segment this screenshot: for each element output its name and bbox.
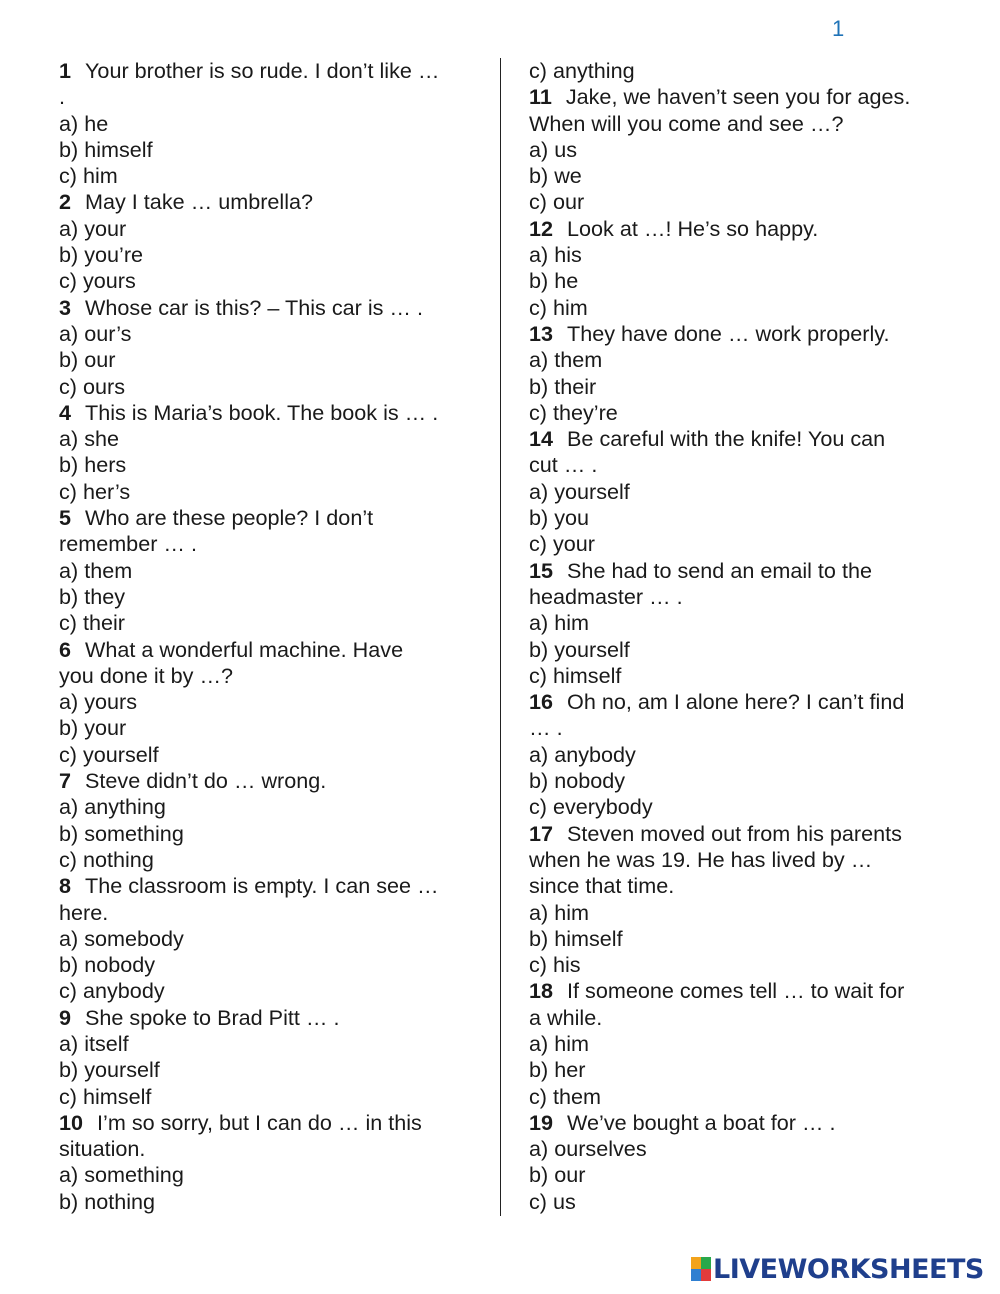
- question-line: [529, 321, 949, 347]
- answer-option: a) anybody: [529, 741, 636, 767]
- answer-option: a) him: [529, 1030, 589, 1056]
- question-number: 15: [529, 557, 554, 583]
- question-number: 17: [529, 820, 554, 846]
- question-text: I’m so sorry, but I can do … in this: [97, 1109, 422, 1135]
- answer-option: c) anything: [529, 58, 635, 83]
- question-number: 14: [529, 426, 554, 452]
- answer-option: a) your: [59, 215, 127, 241]
- answer-option: c) his: [529, 952, 581, 978]
- answer-option: b) himself: [59, 136, 153, 162]
- question-line: [529, 426, 949, 452]
- question-line: [529, 1110, 949, 1136]
- question-number: 5: [59, 505, 72, 531]
- answer-option: a) yourself: [529, 478, 630, 504]
- question-text: She spoke to Brad Pitt … .: [85, 1004, 340, 1030]
- answer-option: b) yourself: [529, 636, 630, 662]
- question-text: What a wonderful machine. Have: [85, 636, 404, 662]
- question-text: Who are these people? I don’t: [85, 505, 374, 531]
- question-line: [59, 505, 479, 531]
- question-number: 6: [59, 636, 72, 662]
- question-line: [529, 558, 949, 584]
- answer-option: a) them: [529, 347, 603, 373]
- question-continuation: When will you come and see …?: [529, 110, 844, 136]
- question-continuation: situation.: [59, 1136, 146, 1162]
- answer-option: b) we: [529, 163, 582, 189]
- answer-option: b) they: [59, 583, 126, 609]
- answer-option: c) himself: [529, 662, 622, 688]
- question-line: [59, 768, 479, 794]
- liveworksheets-logo[interactable]: [691, 1253, 984, 1285]
- question-line: [59, 400, 479, 426]
- answer-option: b) you’re: [59, 242, 144, 268]
- answer-option: c) him: [529, 294, 588, 320]
- question-number: 10: [59, 1109, 84, 1135]
- question-text: The classroom is empty. I can see …: [85, 873, 439, 899]
- answer-option: c) their: [59, 610, 125, 636]
- answer-option: b) yourself: [59, 1057, 160, 1083]
- answer-option: a) his: [529, 242, 582, 268]
- question-continuation: a while.: [529, 1004, 603, 1030]
- question-line: [59, 1005, 479, 1031]
- question-text: They have done … work properly.: [567, 320, 890, 346]
- answer-option: c) himself: [59, 1083, 152, 1109]
- question-number: 16: [529, 689, 554, 715]
- answer-option: a) she: [59, 426, 120, 452]
- question-line: [59, 873, 479, 899]
- question-text: Your brother is so rude. I don’t like …: [85, 58, 440, 83]
- question-text: Steve didn’t do … wrong.: [85, 768, 327, 794]
- answer-option: a) our’s: [59, 320, 132, 346]
- question-number: 11: [529, 84, 552, 110]
- answer-option: b) their: [529, 373, 597, 399]
- logo-text: LIVEWORKSHEETS: [713, 1253, 984, 1285]
- answer-option: a) him: [529, 610, 589, 636]
- answer-option: b) something: [59, 820, 184, 846]
- question-continuation: headmaster … .: [529, 583, 683, 609]
- question-text: Jake, we haven’t seen you for ages.: [565, 84, 911, 110]
- question-text: Be careful with the knife! You can: [567, 426, 886, 452]
- answer-option: a) he: [59, 110, 109, 136]
- question-text: May I take … umbrella?: [85, 189, 314, 215]
- question-number: 12: [529, 215, 554, 241]
- logo-square-icon: [691, 1257, 701, 1269]
- question-line: [529, 689, 949, 715]
- logo-square-icon: [691, 1269, 701, 1281]
- question-continuation: since that time.: [529, 873, 675, 899]
- question-line: [59, 1110, 479, 1136]
- question-line: [529, 216, 949, 242]
- question-number: 2: [59, 189, 72, 215]
- question-line: [529, 84, 949, 110]
- answer-option: c) anybody: [59, 978, 165, 1004]
- question-text: Look at …! He’s so happy.: [567, 215, 819, 241]
- question-number: 1: [59, 58, 72, 83]
- answer-option: b) himself: [529, 925, 623, 951]
- question-continuation: here.: [59, 899, 109, 925]
- page-number: 1: [832, 16, 845, 41]
- question-number: 4: [59, 399, 72, 425]
- logo-square-icon: [701, 1257, 711, 1269]
- question-text: This is Maria’s book. The book is … .: [85, 399, 439, 425]
- question-text: We’ve bought a boat for … .: [567, 1109, 836, 1135]
- answer-option: b) you: [529, 505, 590, 531]
- answer-option: c) our: [529, 189, 585, 215]
- answer-option: c) them: [529, 1083, 601, 1109]
- question-number: 19: [529, 1109, 554, 1135]
- left-column: [59, 58, 479, 1215]
- question-continuation: … .: [529, 715, 563, 741]
- answer-option: a) something: [59, 1162, 184, 1188]
- answer-option: c) us: [529, 1188, 576, 1214]
- question-text: Whose car is this? – This car is … .: [85, 294, 424, 320]
- answer-option: b) her: [529, 1057, 586, 1083]
- question-number: 9: [59, 1004, 72, 1030]
- answer-option: a) him: [529, 899, 589, 925]
- answer-option: c) ours: [59, 373, 125, 399]
- answer-option: a) yours: [59, 689, 138, 715]
- question-text: She had to send an email to the: [567, 557, 872, 583]
- question-continuation: when he was 19. He has lived by …: [529, 846, 873, 872]
- answer-option: c) him: [59, 163, 118, 189]
- answer-option: c) nothing: [59, 846, 154, 872]
- logo-mark-icon: [691, 1257, 711, 1281]
- answer-option: c) yours: [59, 268, 136, 294]
- answer-option: b) nobody: [59, 952, 156, 978]
- answer-option: b) hers: [59, 452, 127, 478]
- question-text: If someone comes tell … to wait for: [567, 978, 905, 1004]
- answer-option: c) your: [529, 531, 595, 557]
- logo-square-icon: [701, 1269, 711, 1281]
- answer-option: b) our: [529, 1162, 586, 1188]
- answer-option: b) nobody: [529, 768, 626, 794]
- answer-option: a) somebody: [59, 925, 184, 951]
- answer-option: b) he: [529, 268, 579, 294]
- question-line: [59, 189, 479, 215]
- answer-option: a) us: [529, 136, 578, 162]
- answer-option: a) ourselves: [529, 1136, 647, 1162]
- question-line: [59, 637, 479, 663]
- question-number: 7: [59, 768, 72, 794]
- question-continuation: cut … .: [529, 452, 598, 478]
- question-number: 3: [59, 294, 72, 320]
- question-continuation: .: [59, 84, 65, 110]
- question-continuation: remember … .: [59, 531, 197, 557]
- question-number: 8: [59, 873, 72, 899]
- question-number: 13: [529, 320, 554, 346]
- question-line: [529, 978, 949, 1004]
- answer-option: b) your: [59, 715, 127, 741]
- answer-option: a) them: [59, 557, 133, 583]
- question-line: [59, 58, 479, 84]
- answer-option: c) everybody: [529, 794, 653, 820]
- right-column: [529, 58, 949, 1215]
- answer-option: c) they’re: [529, 399, 618, 425]
- answer-option: a) anything: [59, 794, 166, 820]
- question-text: Steven moved out from his parents: [567, 820, 902, 846]
- answer-option: c) yourself: [59, 741, 159, 767]
- column-divider: [500, 58, 501, 1216]
- question-text: Oh no, am I alone here? I can’t find: [567, 689, 905, 715]
- question-line: [59, 295, 479, 321]
- answer-option: c) her’s: [59, 478, 131, 504]
- question-number: 18: [529, 978, 554, 1004]
- answer-option: b) our: [59, 347, 116, 373]
- answer-option: b) nothing: [59, 1188, 156, 1214]
- answer-option: a) itself: [59, 1030, 129, 1056]
- question-continuation: you done it by …?: [59, 662, 234, 688]
- question-line: [529, 821, 949, 847]
